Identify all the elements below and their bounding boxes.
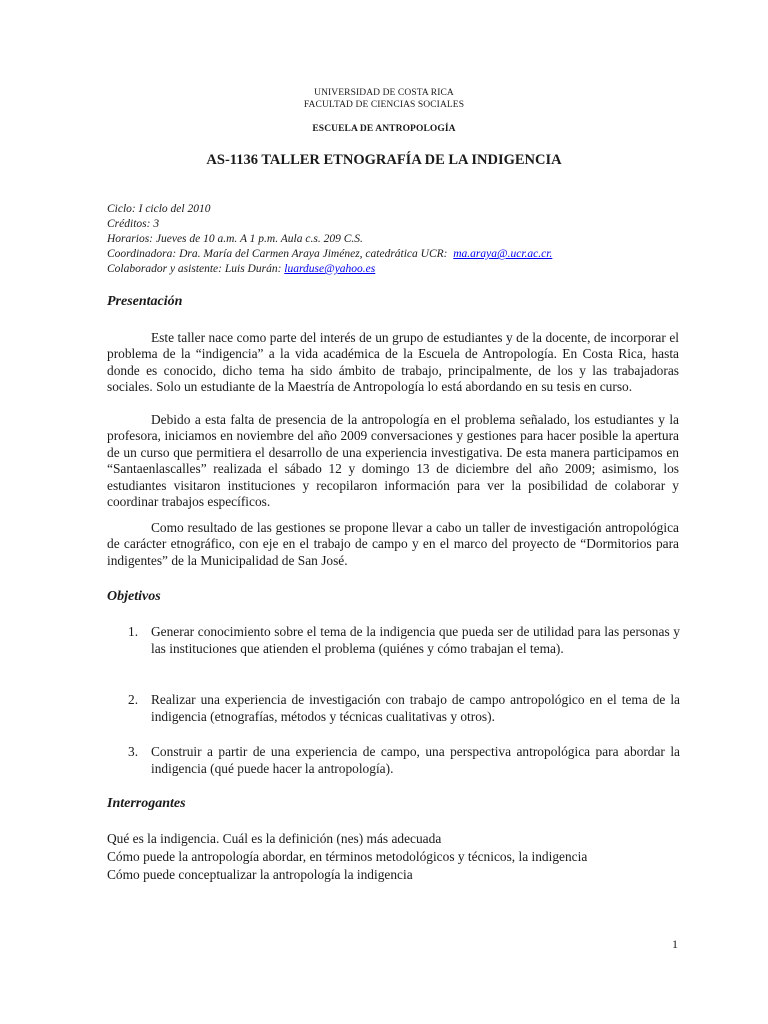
meta-colaborador — [107, 262, 667, 277]
objetivo-text: Realizar una experiencia de investigación con trabajo de campo antropológico en el tema de la indigencia (etnografías, métodos y técnicas cualitativas y otros). — [151, 692, 680, 724]
objetivo-text: Construir a partir de una experiencia de campo, una perspectiva antropológica para abordar la indigencia (qué puede hacer la antropología). — [151, 744, 680, 776]
objetivo-number: 1. — [128, 624, 139, 639]
objetivo-text: Generar conocimiento sobre el tema de la indigencia que pueda ser de utilidad para las personas y las instituciones que atienden el problema (quiénes y cómo trabajan el tema). — [151, 624, 680, 656]
heading-presentacion: Presentación — [107, 294, 183, 309]
colaborador-label: Colaborador y asistente: Luis Durán: — [107, 263, 282, 275]
faculty-name: FACULTAD DE CIENCIAS SOCIALES — [303, 100, 465, 110]
objetivo-number: 3. — [128, 744, 139, 759]
objetivo-item-1 — [128, 624, 680, 658]
colaborador-email-link[interactable]: luarduse@yahoo.es — [284, 263, 376, 275]
objetivo-item-3 — [128, 744, 680, 778]
presentacion-paragraph-2: Debido a esta falta de presencia de la antropología en el problema señalado, los estudiantes y la profesora, iniciamos en noviembre del año 2009 conversaciones y gestiones para hacer posible la apertura de un curso que permitiera el desarrollo de una experiencia investigativa. De esta manera participamos en “Santaenlascalles” realizada el sábado 12 y domingo 13 de diciembre del año 2009; asimismo, los estudiantes visitaron instituciones y recopilaron información para ver la posibilidad de colaborar y coordinar trabajos específicos. — [107, 412, 679, 510]
meta-creditos: Créditos: 3 — [107, 218, 160, 230]
meta-ciclo: Ciclo: I ciclo del 2010 — [107, 203, 211, 215]
interrogante-2: Cómo puede la antropología abordar, en términos metodológicos y técnicos, la indigencia — [107, 849, 588, 864]
objetivo-number: 2. — [128, 692, 139, 707]
meta-horarios: Horarios: Jueves de 10 a.m. A 1 p.m. Aula c.s. 209 C.S. — [107, 233, 363, 245]
heading-interrogantes: Interrogantes — [107, 796, 186, 811]
interrogante-1: Qué es la indigencia. Cuál es la definición (nes) más adecuada — [107, 831, 442, 846]
heading-objetivos: Objetivos — [107, 589, 161, 604]
school-name: ESCUELA DE ANTROPOLOGÍA — [312, 124, 456, 134]
presentacion-paragraph-1: Este taller nace como parte del interés de un grupo de estudiantes y de la docente, de incorporar el problema de la “indigencia” a la vida académica de la Escuela de Antropología. En Costa Rica, hasta donde es conocido, dicho tema ha sido ámbito de trabajo, principalmente, de los y las trabajadoras sociales. Solo un estudiante de la Maestría de Antropología lo está abordando en su tesis en curso. — [107, 330, 679, 395]
coordinadora-label: Coordinadora: Dra. María del Carmen Araya Jiménez, catedrática UCR: — [107, 248, 448, 260]
page-number: 1 — [672, 937, 678, 951]
objetivo-item-2 — [128, 692, 680, 726]
university-name: UNIVERSIDAD DE COSTA RICA — [314, 88, 454, 98]
meta-coordinadora — [107, 247, 667, 262]
course-title: AS-1136 TALLER ETNOGRAFÍA DE LA INDIGENCIA — [206, 152, 562, 168]
interrogante-3: Cómo puede conceptualizar la antropología la indigencia — [107, 867, 413, 882]
coordinadora-email-link[interactable]: ma.araya@.ucr.ac.cr. — [453, 248, 553, 260]
presentacion-paragraph-3: Como resultado de las gestiones se propone llevar a cabo un taller de investigación antropológica de carácter etnográfico, con eje en el trabajo de campo y en el marco del proyecto de “Dormitorios para indigentes” de la Municipalidad de San José. — [107, 520, 679, 568]
